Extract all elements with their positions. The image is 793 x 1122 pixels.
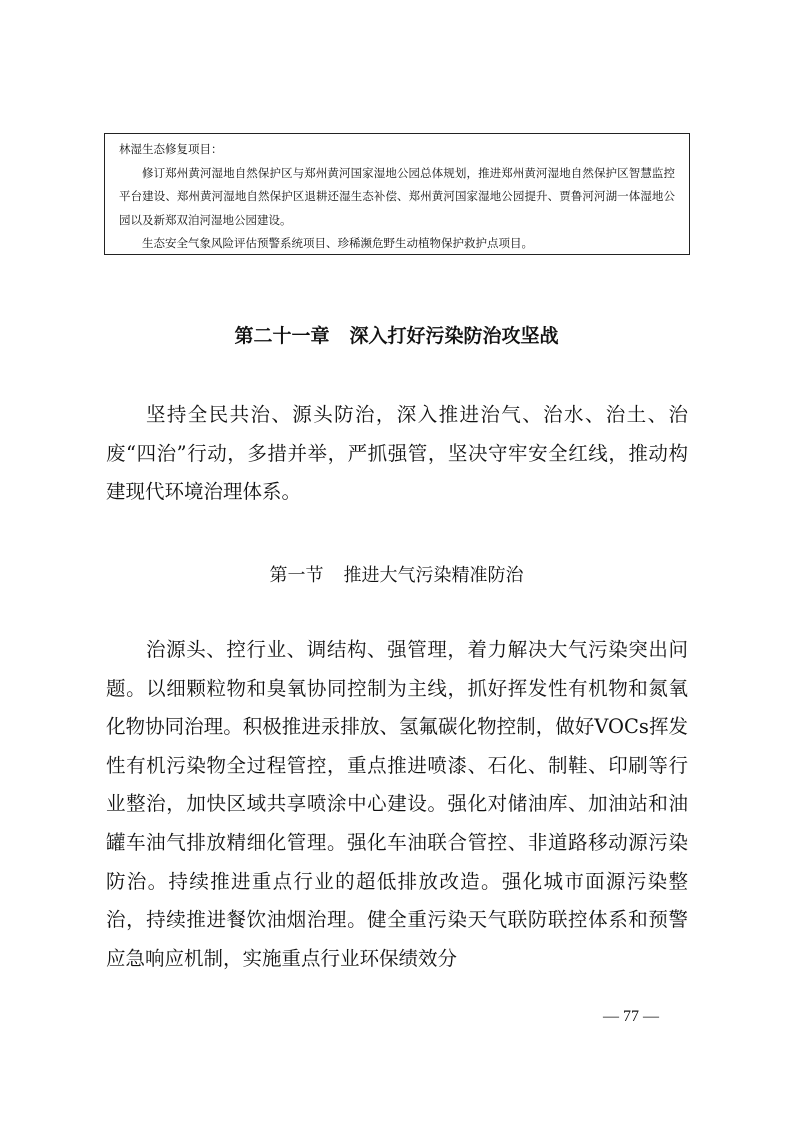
- section-title: [0, 562, 793, 590]
- body-paragraph: 治源头、控行业、调结构、强管理，着力解决大气污染突出问题。以细颗粒物和臭氧协同控制为主线，抓好挥发性有机物和氮氧化物协同治理。积极推进汞排放、氢氟碳化物控制，做好VOCs挥发性有机污染物全过程管控，重点推进喷漆、石化、制鞋、印刷等行业整治，加快区域共享喷涂中心建设。强化对储油库、加油站和油罐车油气排放精细化管理。强化车油联合管控、非道路移动源污染防治。持续推进重点行业的超低排放改造。强化城市面源污染整治，持续推进餐饮油烟治理。健全重污染天气联防联控体系和预警应急响应机制，实施重点行业环保绩效分: [106, 638, 688, 970]
- chapter-number: 第二十一章: [234, 325, 330, 347]
- project-box: [104, 133, 690, 255]
- section-name: 推进大气污染精准防治: [343, 565, 524, 586]
- box-heading-line: 林湿生态修复项目：: [119, 142, 223, 156]
- box-paragraph-safety: 生态安全气象风险评估预警系统项目、珍稀濒危野生动植物保护救护点项目。: [142, 236, 533, 250]
- intro-paragraph: 坚持全民共治、源头防治，深入推进治气、治水、治土、治废“四治”行动，多措并举，严抓强管，坚决守牢安全红线，推动构建现代环境治理体系。: [106, 403, 688, 504]
- chapter-title: [0, 322, 793, 350]
- page-number: — 77 —: [603, 1008, 659, 1025]
- chapter-name: 深入打好污染防治攻坚战: [349, 325, 559, 347]
- section-number: 第一节: [269, 565, 324, 586]
- box-paragraph-wetland: 修订郑州黄河湿地自然保护区与郑州黄河国家湿地公园总体规划，推进郑州黄河湿地自然保护区智慧监控平台建设、郑州黄河湿地自然保护区退耕还湿生态补偿、郑州黄河国家湿地公园提升、贾鲁河河湖一体湿地公园以及新郑双洎河湿地公园建设。: [119, 165, 675, 227]
